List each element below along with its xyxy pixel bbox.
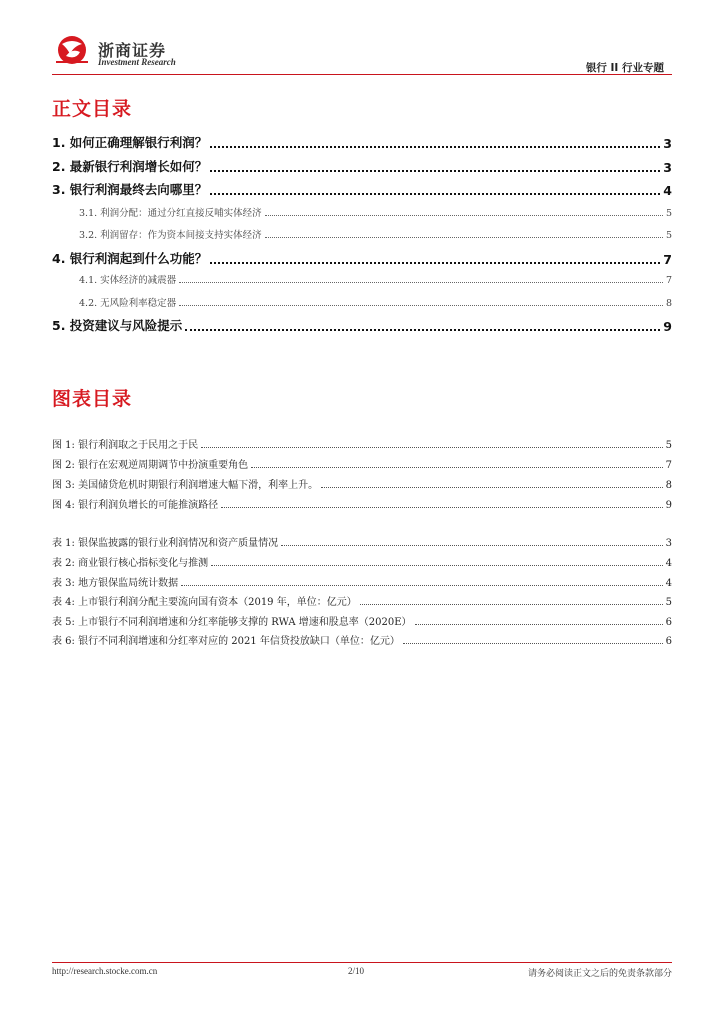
table-entry[interactable]	[52, 574, 672, 589]
toc-entry-page: 7	[665, 275, 672, 286]
table-entry-page: 5	[665, 597, 672, 608]
toc-entry[interactable]	[52, 133, 672, 151]
table-entry-page: 6	[665, 636, 672, 647]
dot-leader	[360, 604, 663, 605]
toc-entry-label: 3. 银行利润最终去向哪里？	[52, 182, 208, 197]
figure-entry-page: 8	[665, 480, 672, 491]
dot-leader	[415, 624, 663, 625]
figure-entry-page: 7	[665, 460, 672, 471]
toc-entry[interactable]	[79, 227, 672, 241]
table-entry-page: 4	[665, 558, 672, 569]
dot-leader	[181, 585, 663, 586]
toc-entry-page: 5	[665, 230, 672, 241]
dot-leader	[321, 487, 663, 488]
toc-entry[interactable]	[79, 295, 672, 309]
dot-leader	[211, 565, 663, 566]
dot-leader	[265, 215, 663, 216]
toc-entry-label: 4. 银行利润起到什么功能？	[52, 251, 208, 266]
toc-entry-page: 8	[665, 298, 672, 309]
dot-leader	[201, 447, 663, 448]
figure-entry[interactable]	[52, 456, 672, 471]
dot-leader	[210, 146, 660, 148]
dot-leader	[221, 507, 663, 508]
figure-entry-label: 图 2: 银行在宏观逆周期调节中扮演重要角色	[52, 460, 249, 471]
table-entry[interactable]	[52, 554, 672, 569]
figure-entry[interactable]	[52, 476, 672, 491]
table-entry-label: 表 5: 上市银行不同利润增速和分红率能够支撑的 RWA 增速和股息率（2020E）	[52, 617, 412, 628]
table-entry[interactable]	[52, 593, 672, 608]
report-type: 银行 II 行业专题	[585, 62, 664, 74]
footer-url[interactable]: http://research.stocke.com.cn	[52, 966, 158, 976]
toc-entry-page: 3	[663, 160, 672, 175]
table-entry[interactable]	[52, 632, 672, 647]
company-logo	[52, 34, 92, 66]
figure-entry-label: 图 1: 银行利润取之于民用之于民	[52, 440, 199, 451]
toc-entry-page: 5	[665, 208, 672, 219]
footer-page-number: 2/10	[348, 966, 365, 976]
dot-leader	[185, 329, 660, 331]
toc-entry[interactable]	[52, 180, 672, 198]
toc-entry-label: 5. 投资建议与风险提示	[52, 318, 183, 333]
figure-entry[interactable]	[52, 496, 672, 511]
toc-entry-label: 4.2. 无风险利率稳定器	[79, 298, 177, 309]
dot-leader	[179, 282, 663, 283]
brand-name-en: Investment Research	[98, 57, 176, 67]
toc-entry-label: 3.1. 利润分配：通过分红直接反哺实体经济	[79, 208, 262, 219]
dot-leader	[251, 467, 663, 468]
table-entry-page: 3	[665, 538, 672, 549]
toc-entry[interactable]	[52, 316, 672, 334]
toc-entry-label: 4.1. 实体经济的减震器	[79, 275, 177, 286]
figure-entry-label: 图 4: 银行利润负增长的可能推演路径	[52, 500, 219, 511]
dot-leader	[179, 305, 663, 306]
table-entry-label: 表 1: 银保监披露的银行业利润情况和资产质量情况	[52, 538, 279, 549]
toc-entry-label: 2. 最新银行利润增长如何？	[52, 159, 208, 174]
dot-leader	[210, 262, 660, 264]
table-entry-page: 6	[665, 617, 672, 628]
footer-disclaimer: 请务必阅读正文之后的免责条款部分	[527, 969, 672, 979]
page-header	[0, 0, 724, 80]
table-entry-label: 表 4: 上市银行利润分配主要流向国有资本（2019 年，单位：亿元）	[52, 597, 357, 608]
table-entry[interactable]	[52, 613, 672, 628]
dot-leader	[281, 545, 663, 546]
table-entry-label: 表 2: 商业银行核心指标变化与推测	[52, 558, 209, 569]
table-entry[interactable]	[52, 534, 672, 549]
figure-entry-page: 5	[665, 440, 672, 451]
toc-entry-label: 3.2. 利润留存：作为资本间接支持实体经济	[79, 230, 262, 241]
dot-leader	[210, 170, 660, 172]
toc-entry[interactable]	[52, 249, 672, 267]
figure-entry-label: 图 3: 美国储贷危机时期银行利润增速大幅下滑，利率上升。	[52, 480, 319, 491]
header-divider	[52, 74, 672, 75]
dot-leader	[265, 237, 663, 238]
toc-title: 正文目录	[52, 98, 133, 120]
toc-entry-page: 9	[663, 319, 672, 334]
table-entry-label: 表 6: 银行不同利润增速和分红率对应的 2021 年信贷投放缺口（单位：亿元）	[52, 636, 400, 647]
figures-title: 图表目录	[52, 388, 133, 410]
figure-entry[interactable]	[52, 436, 672, 451]
toc-entry-label: 1. 如何正确理解银行利润？	[52, 135, 208, 150]
toc-entry[interactable]	[52, 157, 672, 175]
toc-entry-page: 7	[663, 252, 672, 267]
toc-entry-page: 3	[663, 136, 672, 151]
figure-entry-page: 9	[665, 500, 672, 511]
table-entry-label: 表 3: 地方银保监局统计数据	[52, 578, 179, 589]
dot-leader	[210, 193, 660, 195]
toc-entry[interactable]	[79, 205, 672, 219]
toc-entry-page: 4	[663, 183, 672, 198]
brand-name-cn: 浙商证券	[98, 41, 167, 60]
toc-entry[interactable]	[79, 272, 672, 286]
dot-leader	[403, 643, 663, 644]
table-entry-page: 4	[665, 578, 672, 589]
footer-divider	[52, 962, 672, 963]
